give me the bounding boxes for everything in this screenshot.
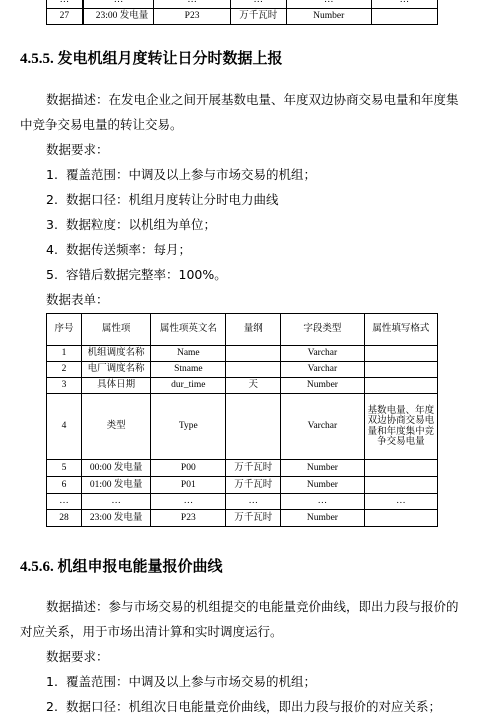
column-header: 字段类型 [281, 314, 365, 346]
cell: … [226, 494, 281, 510]
section-heading-455: 4.5.5. 发电机组月度转让日分时数据上报 [20, 51, 283, 67]
cell: 01:00 发电量 [82, 477, 151, 494]
section-heading-456: 4.5.6. 机组申报电能量报价曲线 [20, 559, 223, 575]
cell [364, 378, 437, 394]
column-header: 序号 [47, 314, 82, 346]
cell: 万千瓦时 [226, 510, 281, 527]
list-number: 1. [46, 674, 58, 689]
cell: dur_time [151, 378, 226, 394]
table-row [47, 494, 438, 510]
cell: 1 [47, 346, 82, 362]
cell: … [364, 494, 437, 510]
list-number: 2. [46, 192, 58, 207]
cell [364, 510, 437, 527]
cell: 5 [47, 460, 82, 477]
column-header: 属性填写格式 [364, 314, 437, 346]
cell: Number [286, 9, 371, 25]
requirement-item [46, 187, 279, 212]
list-text: 覆盖范围：中调及以上参与市场交易的机组； [66, 674, 317, 689]
cell: Varchar [281, 362, 365, 378]
description-line-1: 数据描述：参与市场交易的机组提交的电能量竞价曲线，即出力段与报价的 [46, 599, 459, 614]
cell: Varchar [281, 394, 365, 460]
cell: Varchar [281, 346, 365, 362]
description-line-2: 对应关系，用于市场出清计算和实时调度运行。 [20, 624, 283, 639]
cell: … [47, 0, 83, 9]
cell [364, 362, 437, 378]
cell: 万千瓦时 [230, 9, 286, 25]
list-text: 数据口径：机组月度转让分时电力曲线 [66, 192, 279, 207]
cell: Number [281, 477, 365, 494]
top-table [46, 0, 438, 25]
list-text: 数据粒度：以机组为单位； [66, 217, 217, 232]
table-row [47, 460, 438, 477]
cell [226, 394, 281, 460]
requirement-item [46, 669, 316, 694]
list-number: 1. [46, 167, 58, 182]
cell: … [151, 494, 226, 510]
cell: 基数电量、年度双边协商交易电量和年度集中竞争交易电量 [364, 394, 437, 460]
list-text: 数据传送频率：每月； [66, 242, 192, 257]
cell: 00:00 发电量 [82, 460, 151, 477]
list-number: 2. [46, 699, 58, 714]
cell [364, 346, 437, 362]
requirement-item [46, 237, 191, 262]
cell: … [286, 0, 371, 9]
cell: 类型 [82, 394, 151, 460]
table-row [47, 346, 438, 362]
cell: 天 [226, 378, 281, 394]
requirement-item [46, 162, 316, 187]
cell: 23:00 发电量 [83, 9, 153, 25]
table-row [47, 394, 438, 460]
cell: … [281, 494, 365, 510]
cell: 机组调度名称 [82, 346, 151, 362]
table-row [47, 9, 438, 25]
cell: Number [281, 378, 365, 394]
cell: Type [151, 394, 226, 460]
list-number: 4. [46, 242, 58, 257]
data-form-table [46, 313, 438, 527]
cell: 23:00 发电量 [82, 510, 151, 527]
cell: P00 [151, 460, 226, 477]
cell: P01 [151, 477, 226, 494]
cell: Name [151, 346, 226, 362]
cell: 万千瓦时 [226, 477, 281, 494]
cell: 27 [47, 9, 83, 25]
requirements-label: 数据要求： [46, 142, 109, 157]
list-number: 5. [46, 267, 58, 282]
cell: 2 [47, 362, 82, 378]
cell: P23 [154, 9, 231, 25]
table-header-row [47, 314, 438, 346]
cell [364, 477, 437, 494]
cell: … [154, 0, 231, 9]
table-row [47, 0, 438, 9]
description-line-1: 数据描述：在发电企业之间开展基数电量、年度双边协商交易电量和年度集 [46, 92, 459, 107]
table-row [47, 362, 438, 378]
cell: P23 [151, 510, 226, 527]
list-text: 覆盖范围：中调及以上参与市场交易的机组； [66, 167, 317, 182]
requirement-item [46, 262, 227, 287]
cell: … [371, 0, 437, 9]
cell [371, 9, 437, 25]
requirement-item [46, 694, 441, 719]
requirements-label: 数据要求： [46, 649, 109, 664]
table-row [47, 510, 438, 527]
cell: 6 [47, 477, 82, 494]
cell: Number [281, 510, 365, 527]
description-line-2: 中竞争交易电量的转让交易。 [20, 117, 183, 132]
cell: … [82, 494, 151, 510]
table-row [47, 378, 438, 394]
form-label: 数据表单： [46, 292, 109, 307]
requirement-item [46, 212, 216, 237]
cell: 28 [47, 510, 82, 527]
cell: 具体日期 [82, 378, 151, 394]
cell: … [230, 0, 286, 9]
column-header: 属性项英文名 [151, 314, 226, 346]
table-row [47, 477, 438, 494]
list-number: 3. [46, 217, 58, 232]
cell: … [83, 0, 153, 9]
cell [226, 362, 281, 378]
cell [226, 346, 281, 362]
column-header: 量纲 [226, 314, 281, 346]
cell [364, 460, 437, 477]
column-header: 属性项 [82, 314, 151, 346]
list-text: 容错后数据完整率：100%。 [66, 267, 227, 282]
cell: 万千瓦时 [226, 460, 281, 477]
cell: 3 [47, 378, 82, 394]
cell: Number [281, 460, 365, 477]
cell: … [47, 494, 82, 510]
cell: 4 [47, 394, 82, 460]
list-text: 数据口径：机组次日电能量竞价曲线，即出力段与报价的对应关系； [66, 699, 442, 714]
cell: Stname [151, 362, 226, 378]
cell: 电厂调度名称 [82, 362, 151, 378]
